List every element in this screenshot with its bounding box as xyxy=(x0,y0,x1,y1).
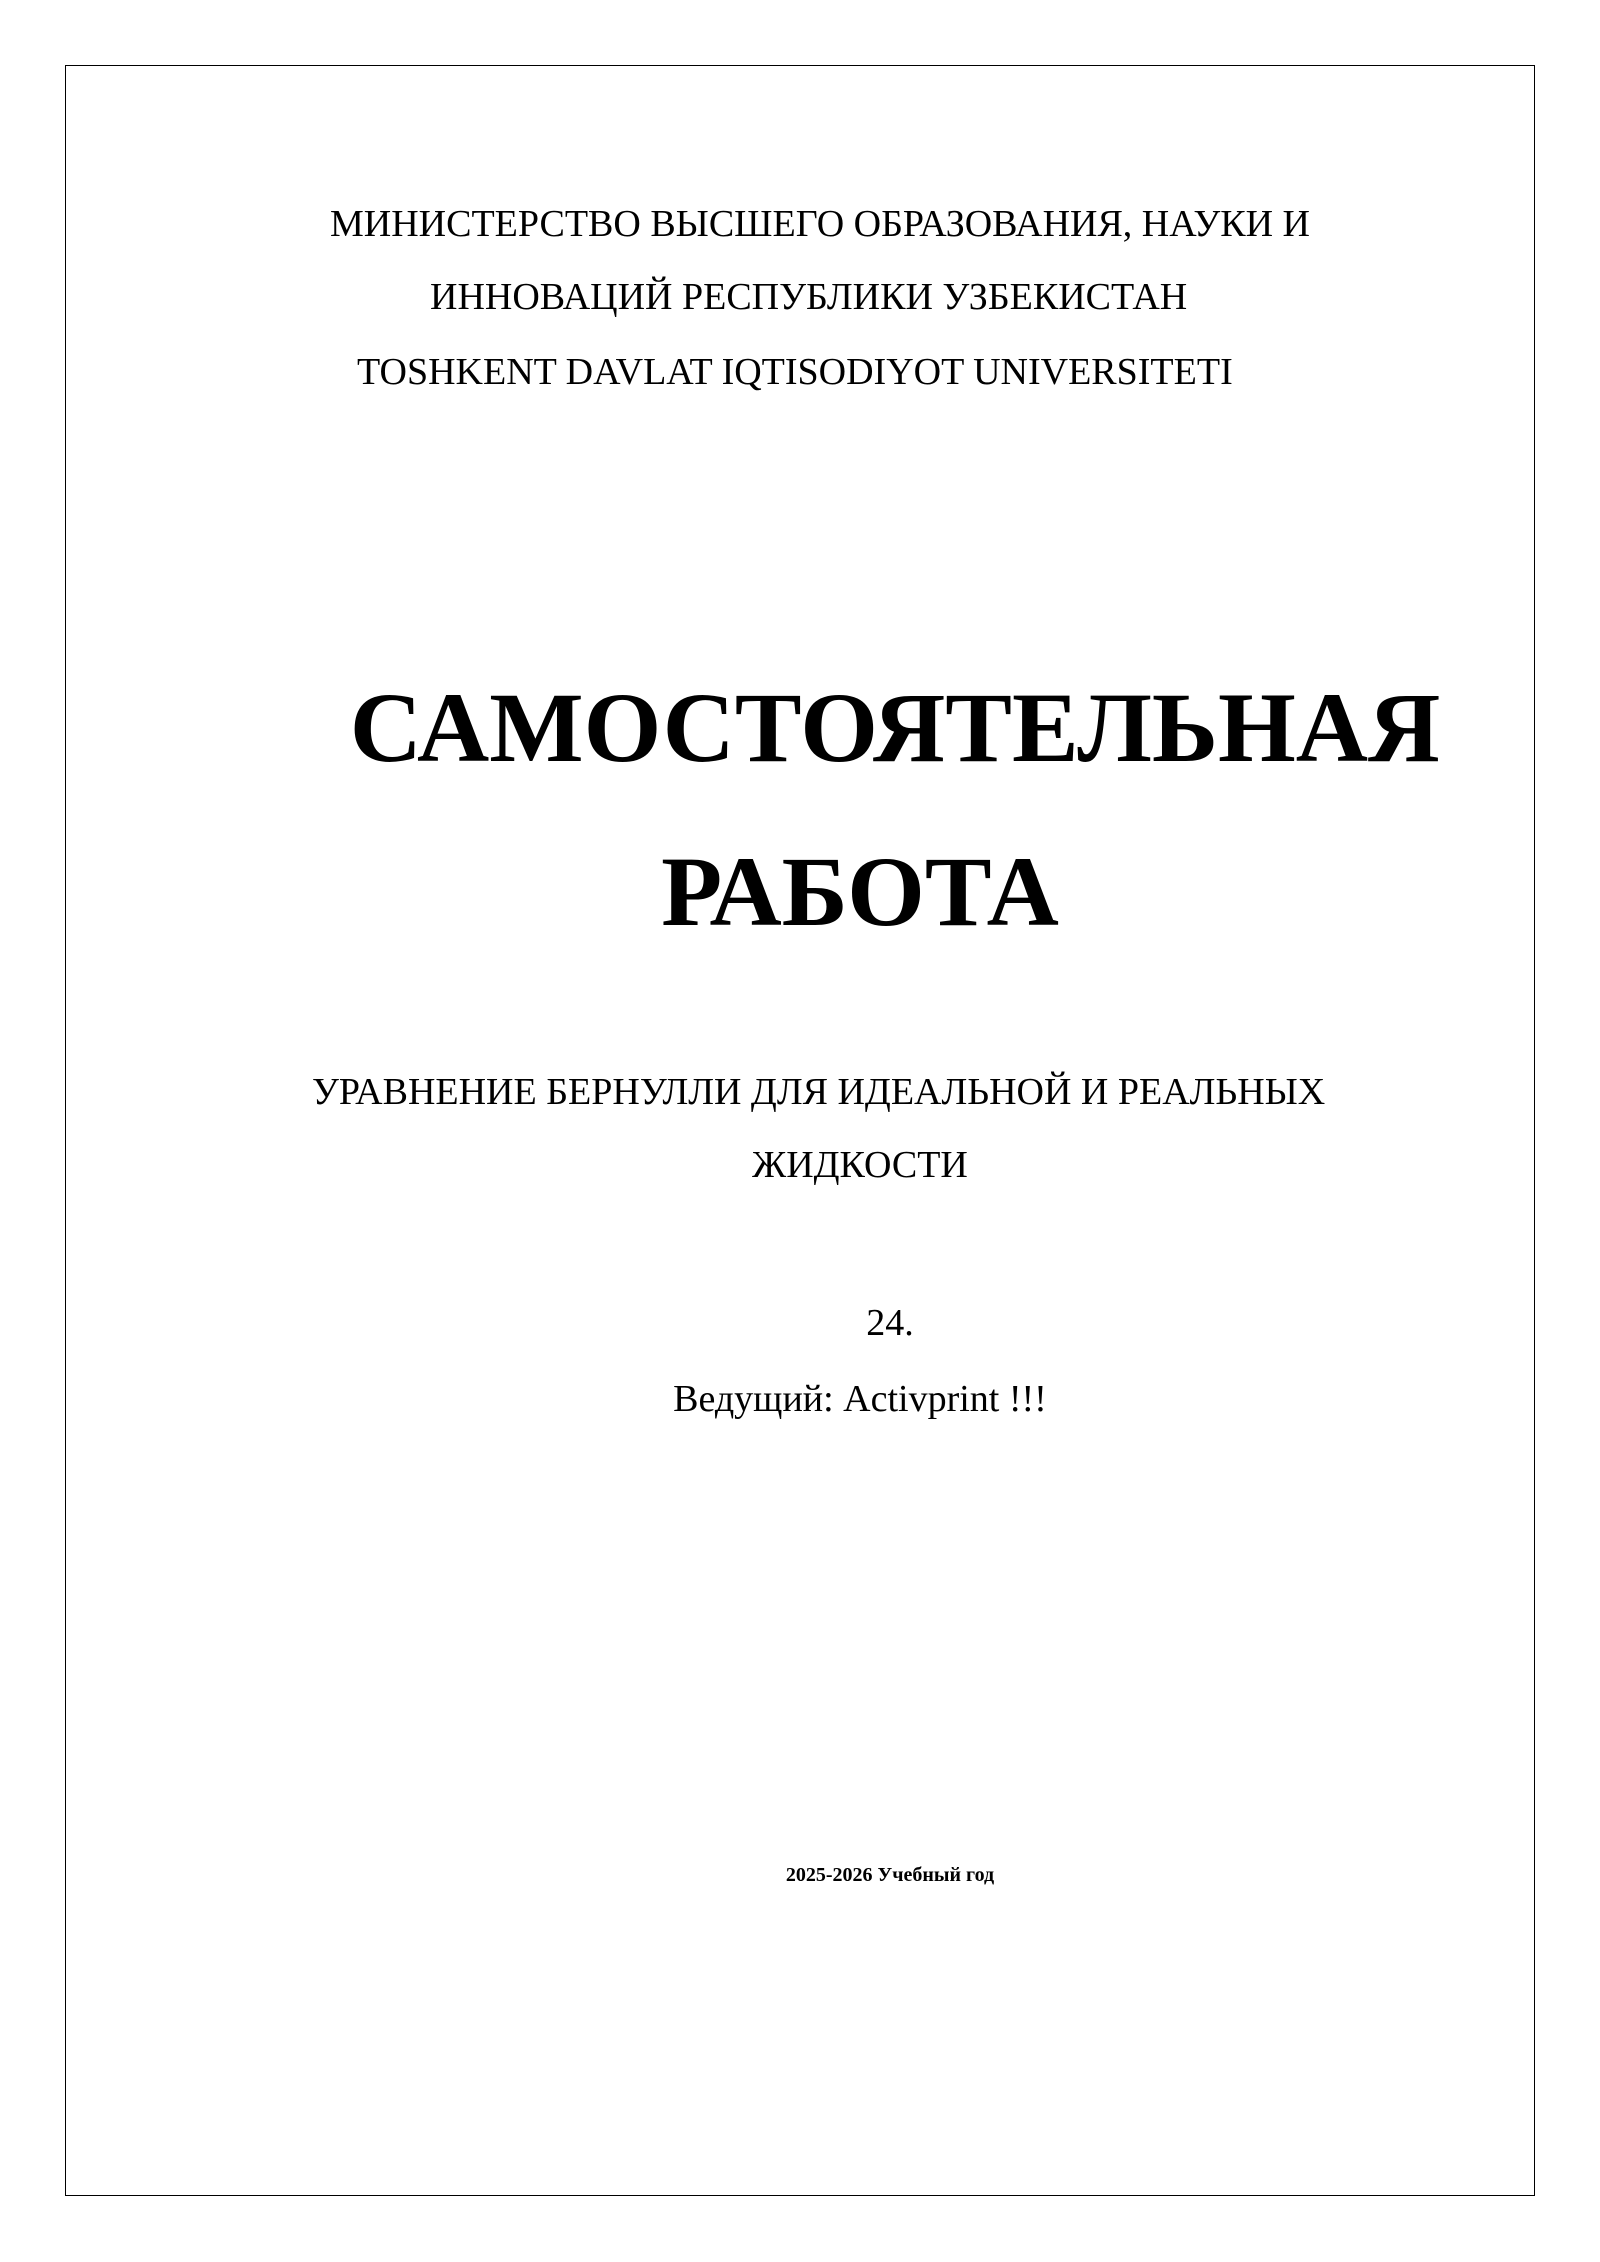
topic-line-1: УРАВНЕНИЕ БЕРНУЛЛИ ДЛЯ ИДЕАЛЬНОЙ И РЕАЛЬНЫХ xyxy=(312,1071,1326,1113)
presenter-line: Ведущий: Activprint !!! xyxy=(673,1378,1047,1420)
ministry-line-2: ИННОВАЦИЙ РЕСПУБЛИКИ УЗБЕКИСТАН xyxy=(430,276,1188,318)
work-number: 24. xyxy=(866,1302,914,1344)
main-title-line-2: РАБОТА xyxy=(661,836,1059,947)
academic-year: 2025-2026 Учебный год xyxy=(785,1864,995,1886)
university-line: TOSHKENT DAVLAT IQTISODIYOT UNIVERSITETI xyxy=(357,351,1233,393)
main-title-line-1: САМОСТОЯТЕЛЬНАЯ xyxy=(349,672,1441,783)
topic-line-2: ЖИДКОСТИ xyxy=(752,1144,968,1186)
ministry-line-1: МИНИСТЕРСТВО ВЫСШЕГО ОБРАЗОВАНИЯ, НАУКИ И xyxy=(330,203,1310,245)
